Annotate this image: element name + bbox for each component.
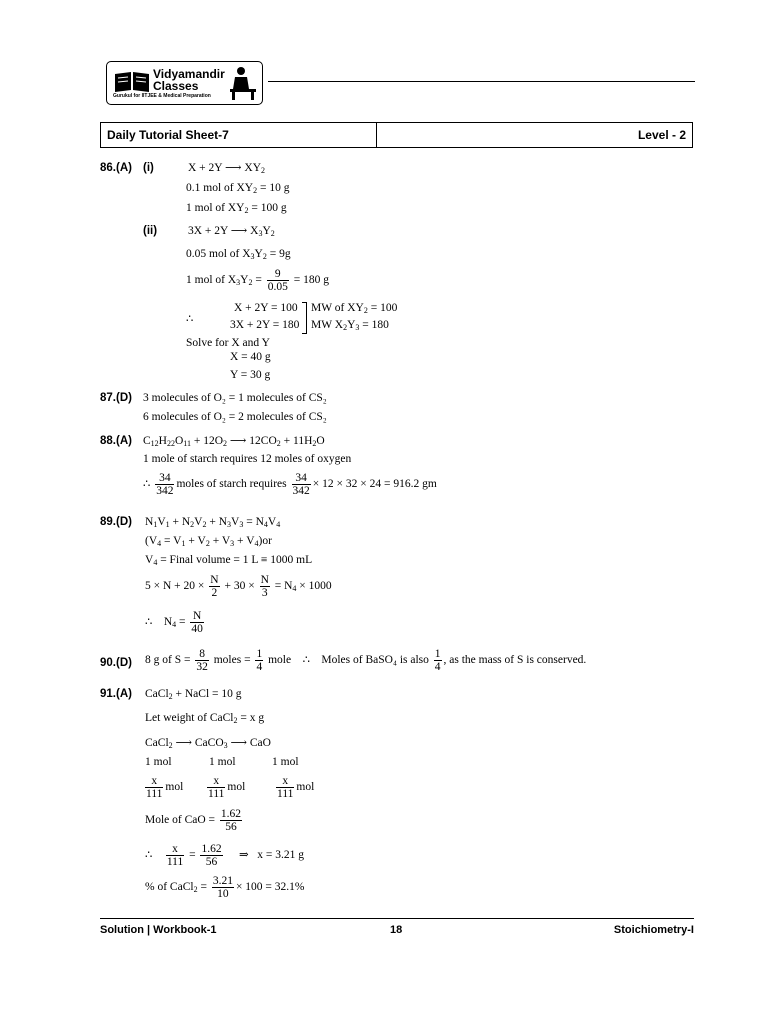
book-logo-icon — [113, 70, 151, 92]
q91-frac-3: $\frac{x}{111}$ mol — [277, 775, 315, 801]
q91-mol-2: 1 mol — [209, 756, 236, 768]
q89-line-3: $V_4$ = Final volume = 1 L ≡ 1000 mL — [145, 554, 313, 567]
q91-mol-3: 1 mol — [272, 756, 299, 768]
page-number: 18 — [390, 924, 403, 936]
q88-label: 88.(A) — [100, 435, 132, 447]
q88-line-2: 1 mole of starch requires 12 moles of oxygen — [143, 453, 352, 465]
system-brace — [302, 302, 307, 334]
q86-label: 86.(A) — [100, 162, 132, 174]
q91-label: 91.(A) — [100, 688, 132, 700]
q91-reaction: CaCl$_2$ ⟶ CaCO$_3$ ⟶ CaO — [145, 737, 271, 750]
footer-right: Stoichiometry-I — [613, 924, 694, 936]
q86-system-2: 3X + 2Y = 180 — [230, 319, 300, 331]
q89-line-4: 5 × N + 20 × $\frac{N}{2}$ + 30 × $\frac{N}{3}$ = $N_4 \times 1000$ — [145, 574, 332, 600]
q91-line-2: Let weight of CaCl$_2$ = x g — [145, 712, 265, 725]
logo — [106, 61, 263, 105]
q91-mol-1: 1 mol — [145, 756, 172, 768]
sheet-title: Daily Tutorial Sheet-7 — [107, 128, 229, 142]
logo-name: Vidyamandir — [153, 67, 225, 81]
student-desk-icon — [227, 65, 259, 101]
header-rule — [268, 81, 695, 82]
q86-eq-2: 3X + 2Y ⟶ $X_3Y_2$ — [188, 225, 275, 238]
q89-label: 89.(D) — [100, 516, 132, 528]
q86-line-1: 0.1 mol of $XY_2 = 10$ g — [186, 182, 290, 195]
logo-tagline: Gurukul for IITJEE & Medical Preparation — [113, 93, 211, 99]
q89-line-2: $(V_4 = V_1 + V_2 + V_3 + V_4)or$ — [145, 535, 272, 548]
q91-frac-1: $\frac{x}{111}$ mol — [146, 775, 184, 801]
q91-cao-mole: Mole of CaO = $\frac{1.62}{56}$ — [145, 808, 242, 834]
q86-part-i: (i) — [143, 162, 154, 174]
q86-line-2: 1 mol of $XY_2 = 100$ g — [186, 202, 287, 215]
q90-label: 90.(D) — [100, 657, 132, 669]
q89-line-1: $N_1V_1 + N_2V_2 + N_3V_3 = N_4V_4$ — [145, 516, 281, 529]
q86-solve: Solve for X and Y — [186, 337, 270, 349]
q89-line-5: ∴ $N_4$ = $\frac{N}{40}$ — [145, 610, 203, 636]
logo-name-2: Classes — [153, 79, 199, 93]
q88-equation: $C_{12}H_{22}O_{11} + 12O_2$ ⟶ $12CO_2 + 11H_2O$ — [143, 435, 325, 448]
footer-left: Solution | Workbook-1 — [100, 924, 217, 936]
q91-line-1: CaCl$_2$ + NaCl = 10 g — [145, 688, 242, 701]
q91-solve: ∴ $\frac{x}{111}$ = $\frac{1.62}{56}$ ⇒ x = 3.21 g — [145, 843, 304, 869]
q90-line: 8 g of S = $\frac{8}{32}$ moles = $\frac{1}{4}$ mole ∴ Moles of BaSO₄ is also $\frac{1}{4}$ , as the mass of S is conserved. — [145, 648, 587, 674]
sheet-level: Level - 2 — [637, 128, 686, 142]
q87-label: 87.(D) — [100, 392, 132, 404]
q91-frac-2: $\frac{x}{111}$ mol — [208, 775, 246, 801]
q86-mw-2: MW $X_2Y_3 = 180$ — [311, 319, 389, 332]
q87-line-2: 6 molecules of O₂ = 2 molecules of CS₂ — [143, 411, 327, 423]
q91-percent: % of CaCl$_2$ = $\frac{3.21}{10}$ × 100 = 32.1% — [145, 875, 305, 901]
q86-line-3: 0.05 mol of $X_3Y_2 = 9g$ — [186, 248, 291, 261]
q87-line-1: 3 molecules of O₂ = 1 molecules of CS₂ — [143, 392, 327, 404]
q86-eq-1: X + 2Y ⟶ $XY_2$ — [188, 162, 266, 175]
q88-line-3: ∴ $\frac{34}{342}$ moles of starch requires $\frac{34}{342}$ × 12 × 32 × 24 = 916.2 gm — [143, 472, 437, 498]
footer-rule — [100, 918, 694, 919]
q86-mw-1: MW of $XY_2 = 100$ — [311, 302, 398, 315]
q86-x-result: X = 40 g — [230, 351, 271, 363]
sheet-title-bar — [100, 122, 693, 148]
therefore-symbol: ∴ — [186, 313, 194, 325]
q86-part-ii: (ii) — [143, 225, 158, 237]
q86-line-4: 1 mol of $X_3Y_2$ = $\frac{9}{0.05}$ = 180 g — [186, 268, 329, 294]
q86-y-result: Y = 30 g — [230, 369, 271, 381]
q86-system-1: X + 2Y = 100 — [234, 302, 298, 314]
